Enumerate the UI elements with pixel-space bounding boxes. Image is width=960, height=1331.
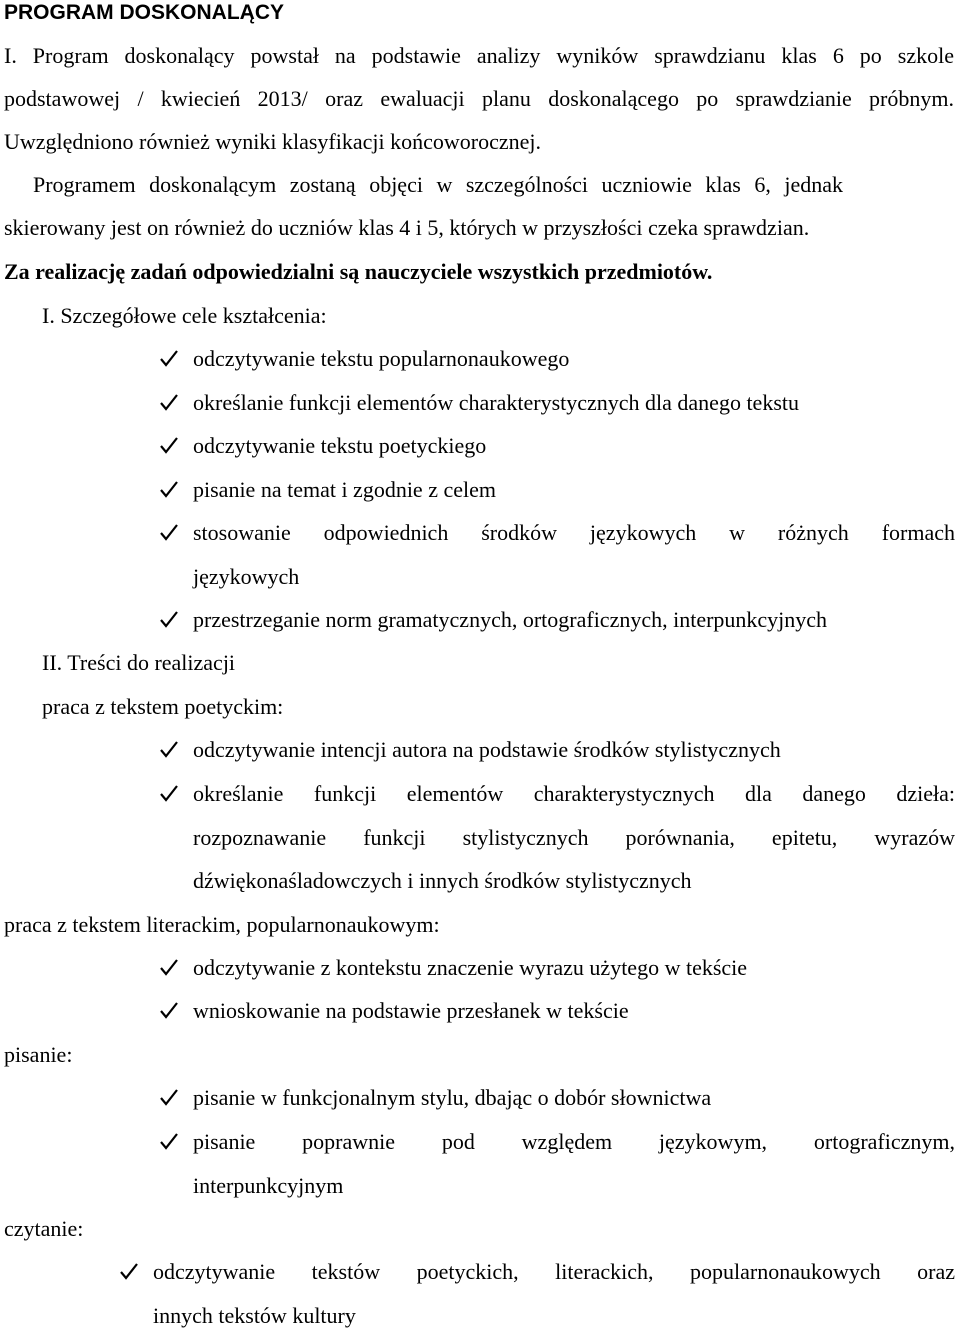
- checkmark-icon: [158, 608, 180, 630]
- goal-item: stosowanie odpowiednich środków językowych w różnych formach: [193, 520, 955, 545]
- checkmark-icon: [158, 956, 180, 978]
- intro-line-2: podstawowej / kwiecień 2013/ oraz ewaluacji planu doskonalącego po sprawdzianie próbnym.: [4, 86, 954, 111]
- poetic-item-continuation: dźwiękonaśladowczych i innych środków stylistycznych: [193, 868, 692, 893]
- checkmark-icon: [158, 1086, 180, 1108]
- goal-item-continuation: językowych: [193, 564, 300, 589]
- poetic-item-continuation: rozpoznawanie funkcji stylistycznych porównania, epitetu, wyrazów: [193, 825, 955, 850]
- page-title: PROGRAM DOSKONALĄCY: [4, 1, 285, 24]
- goal-item: pisanie na temat i zgodnie z celem: [193, 477, 496, 502]
- intro-line-1: I. Program doskonalący powstał na podstawie analizy wyników sprawdzianu klas 6 po szkole: [4, 43, 954, 68]
- checkmark-icon: [158, 478, 180, 500]
- section-1-heading: I. Szczegółowe cele kształcenia:: [42, 303, 327, 328]
- poetic-item: określanie funkcji elementów charakterystycznych dla danego dzieła:: [193, 781, 955, 806]
- goal-item: odczytywanie tekstu poetyckiego: [193, 433, 487, 458]
- literary-item: odczytywanie z kontekstu znaczenie wyrazu użytego w tekście: [193, 955, 748, 980]
- checkmark-icon: [158, 738, 180, 760]
- section-2-heading: II. Treści do realizacji: [42, 650, 236, 675]
- reading-item: odczytywanie tekstów poetyckich, literackich, popularnonaukowych oraz: [153, 1259, 955, 1284]
- goal-item: odczytywanie tekstu popularnonaukowego: [193, 346, 570, 371]
- literary-item: wnioskowanie na podstawie przesłanek w tekście: [193, 998, 629, 1023]
- checkmark-icon: [158, 1130, 180, 1152]
- responsibility-statement: Za realizację zadań odpowiedzialni są nauczyciele wszystkich przedmiotów.: [4, 259, 713, 284]
- poetic-item: odczytywanie intencji autora na podstawie środków stylistycznych: [193, 737, 781, 762]
- checkmark-icon: [158, 782, 180, 804]
- writing-item: pisanie w funkcjonalnym stylu, dbając o dobór słownictwa: [193, 1085, 712, 1110]
- poetic-text-label: praca z tekstem poetyckim:: [42, 694, 284, 719]
- checkmark-icon: [158, 347, 180, 369]
- intro-line-3: Uwzględniono również wyniki klasyfikacji końcoworocznej.: [4, 129, 542, 154]
- checkmark-icon: [158, 434, 180, 456]
- checkmark-icon: [118, 1260, 140, 1282]
- intro-line-4: Programem doskonalącym zostaną objęci w szczególności uczniowie klas 6, jednak: [33, 172, 843, 197]
- checkmark-icon: [158, 999, 180, 1021]
- reading-item-continuation: innych tekstów kultury: [153, 1303, 356, 1328]
- writing-item: pisanie poprawnie pod względem językowym, ortograficznym,: [193, 1129, 955, 1154]
- checkmark-icon: [158, 521, 180, 543]
- intro-line-5: skierowany jest on również do uczniów klas 4 i 5, których w przyszłości czeka sprawdzian.: [4, 215, 810, 240]
- goal-item: określanie funkcji elementów charakterystycznych dla danego tekstu: [193, 390, 799, 415]
- writing-label: pisanie:: [4, 1042, 73, 1067]
- checkmark-icon: [158, 391, 180, 413]
- literary-text-label: praca z tekstem literackim, popularnonaukowym:: [4, 912, 440, 937]
- writing-item-continuation: interpunkcyjnym: [193, 1173, 344, 1198]
- goal-item: przestrzeganie norm gramatycznych, ortograficznych, interpunkcyjnych: [193, 607, 828, 632]
- reading-label: czytanie:: [4, 1216, 84, 1241]
